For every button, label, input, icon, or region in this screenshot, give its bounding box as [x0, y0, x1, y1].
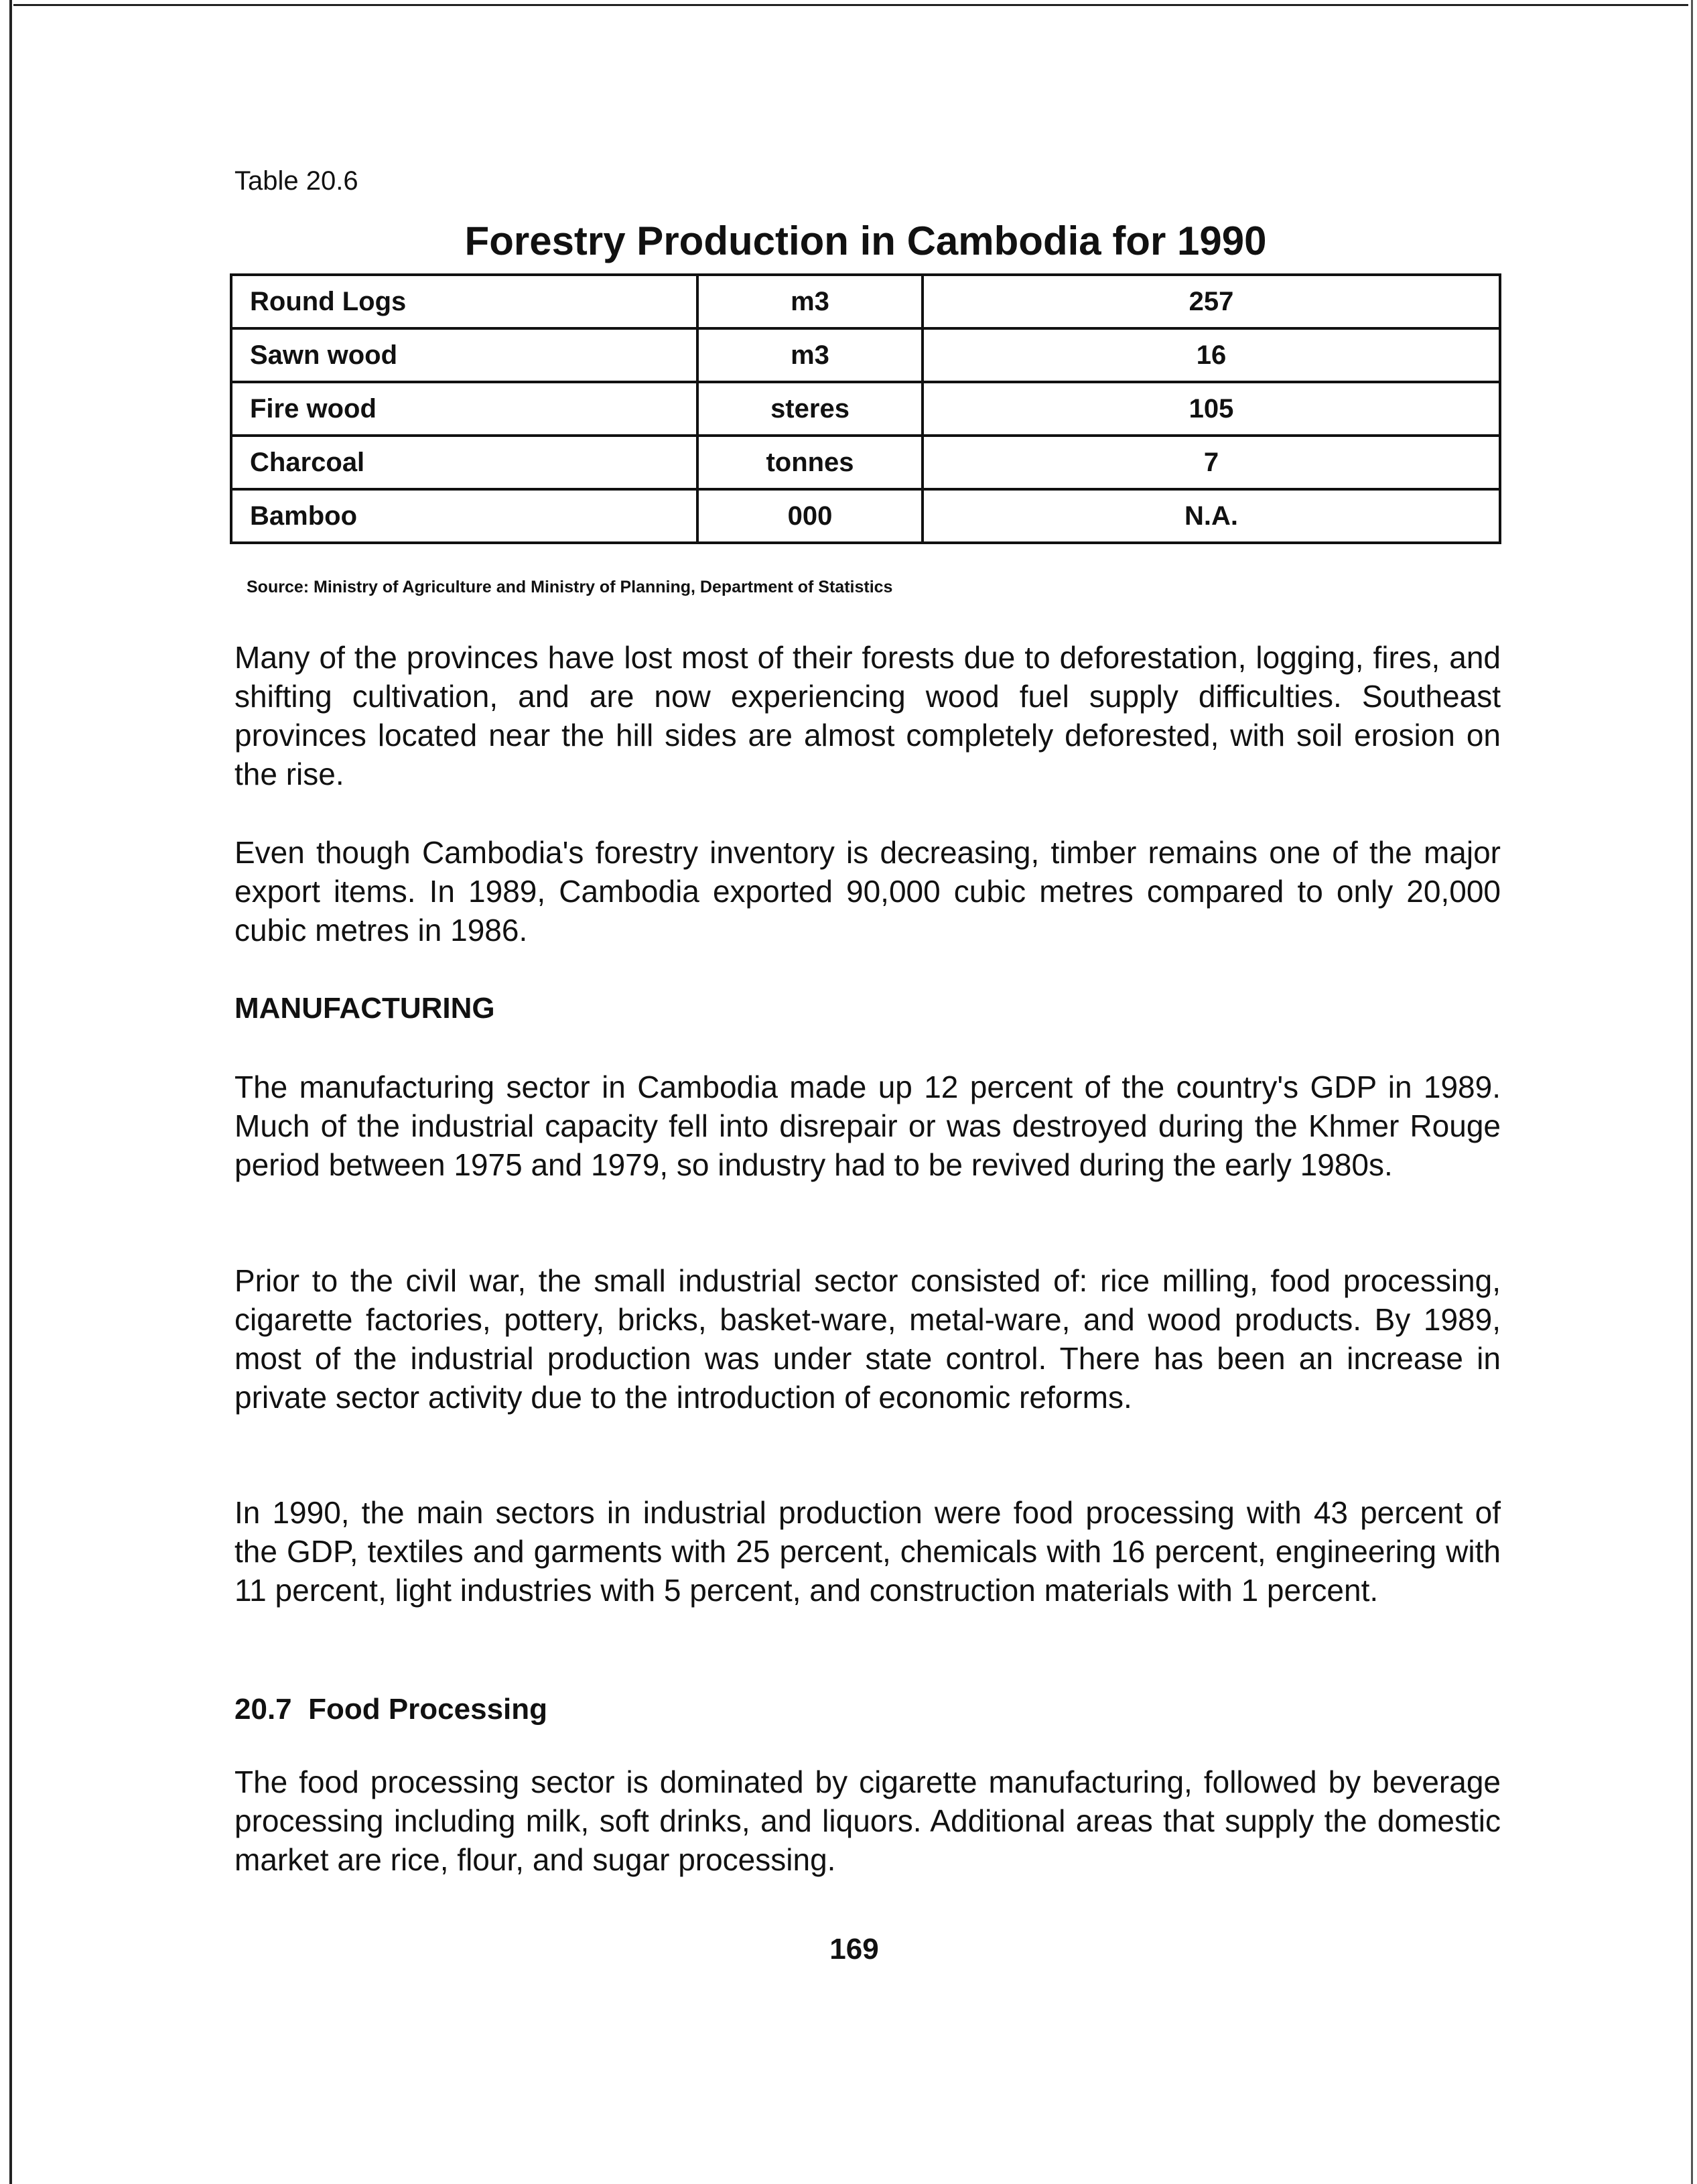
- row-item: Charcoal: [231, 436, 697, 489]
- row-value: 257: [923, 275, 1500, 328]
- section-heading-food-processing: 20.7 Food Processing: [234, 1693, 548, 1726]
- row-value: 16: [923, 328, 1500, 382]
- row-unit: 000: [697, 489, 923, 543]
- row-value: N.A.: [923, 489, 1500, 543]
- page-right-edge: [1691, 0, 1693, 2184]
- table-row: [231, 382, 1500, 436]
- row-value: 7: [923, 436, 1500, 489]
- table-row: [231, 328, 1500, 382]
- table-row: [231, 275, 1500, 328]
- table-title: Forestry Production in Cambodia for 1990: [464, 218, 1267, 263]
- paragraph-1990-sectors: In 1990, the main sectors in industrial production were food processing with 43 percent of the GDP, textiles and garments with 25 percent, chemicals with 16 percent, engineering with 11 percent, light industries with 5 percent, and construction materials with 1 percent.: [234, 1495, 1501, 1608]
- table-source-note: Source: Ministry of Agriculture and Ministry of Planning, Department of Statistics: [247, 578, 893, 596]
- paragraph-food-processing: The food processing sector is dominated by cigarette manufacturing, followed by beverage processing including milk, soft drinks, and liquors. Additional areas that supply the domestic market are rice, flour, and sugar processing.: [234, 1764, 1501, 1877]
- page-number: 169: [829, 1933, 879, 1966]
- row-unit: m3: [697, 275, 923, 328]
- row-value: 105: [923, 382, 1500, 436]
- forestry-production-table: [230, 273, 1501, 544]
- table-row: [231, 489, 1500, 543]
- paragraph-prewar-industry: Prior to the civil war, the small industrial sector consisted of: rice milling, food processing, cigarette factories, pottery, bricks, basket-ware, metal-ware, and wood products. By 1989, most of the industrial production was under state control. There has been an increase in private sector activity due to the introduction of economic reforms.: [234, 1263, 1501, 1415]
- row-item: Bamboo: [231, 489, 697, 543]
- page-left-edge: [9, 0, 12, 2184]
- row-item: Sawn wood: [231, 328, 697, 382]
- row-unit: tonnes: [697, 436, 923, 489]
- page-top-edge: [13, 4, 1688, 6]
- row-item: Round Logs: [231, 275, 697, 328]
- row-item: Fire wood: [231, 382, 697, 436]
- row-unit: steres: [697, 382, 923, 436]
- table-row: [231, 436, 1500, 489]
- paragraph-manufacturing-sector: The manufacturing sector in Cambodia made up 12 percent of the country's GDP in 1989. Much of the industrial capacity fell into disrepair or was destroyed during the Khmer Rouge period between 1975 and 1979, so industry had to be revived during the early 1980s.: [234, 1070, 1501, 1182]
- row-unit: m3: [697, 328, 923, 382]
- table-label: Table 20.6: [234, 166, 358, 196]
- paragraph-timber-exports: Even though Cambodia's forestry inventory is decreasing, timber remains one of the major export items. In 1989, Cambodia exported 90,000 cubic metres compared to only 20,000 cubic metres in 1986.: [234, 835, 1501, 948]
- section-heading-manufacturing: MANUFACTURING: [234, 992, 495, 1025]
- paragraph-deforestation: Many of the provinces have lost most of their forests due to deforestation, logging, fires, and shifting cultivation, and are now experiencing wood fuel supply difficulties. Southeast provinces located near the hill sides are almost completely deforested, with soil erosion on the rise.: [234, 640, 1501, 791]
